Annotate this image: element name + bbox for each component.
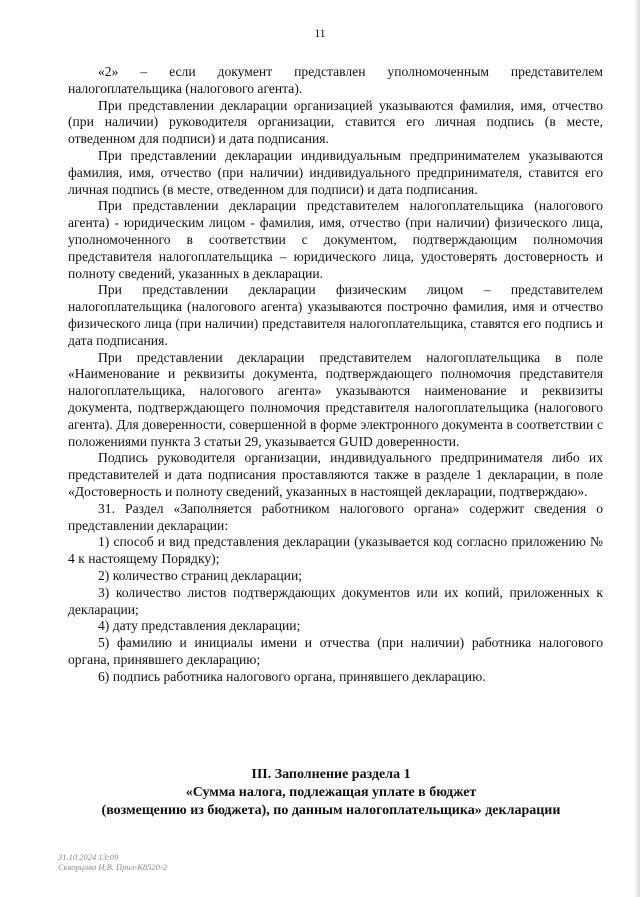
paragraph-item: «2» – если документ представлен уполномоченным представителем налогоплательщика (налогового агента).: [68, 64, 603, 96]
list-item: 6) подпись работника налогового органа, принявшего декларацию.: [98, 668, 486, 684]
list-item: 4) дату представления декларации;: [98, 618, 301, 634]
section-heading: [62, 766, 600, 820]
paragraph-item: 31. Раздел «Заполняется работником налогового органа» содержит сведения о представлении декларации:: [68, 500, 603, 533]
body-text: [68, 64, 603, 685]
footer-timestamp: 31.10.2024 13:09: [58, 852, 119, 862]
paragraph-item: При представлении декларации физическим лицом – представителем налогоплательщика (налогового агента) указываются построчно фамилия, имя и отчество физического лица (при наличии) представителя налогоплательщика, ставятся его подпись и дата подписания.: [68, 282, 603, 348]
list-item: 5) фамилию и инициалы имени и отчества (при наличии) работника налогового органа, принявшего декларацию;: [68, 635, 603, 667]
list-item: 2) количество страниц декларации;: [98, 567, 303, 583]
list-item: 1) способ и вид представления декларации (указывается код согласно приложению № 4 к настоящему Порядку);: [68, 534, 603, 567]
paragraph-item: При представлении декларации представителем налогоплательщика в поле «Наименование и реквизиты документа, подтверждающего полномочия представителя налогоплательщика, налогового агента» указываются наименование и реквизиты документа, подтверждающего полномочия представителя налогоплательщика (налогового агента). Для доверенности, совершенной в форме электронного документа в соответствии с положениями пункта 3 статьи 29, указывается GUID доверенности.: [68, 349, 603, 449]
list-item: 3) количество листов подтверждающих документов или их копий, приложенных к декларации;: [68, 584, 603, 617]
page-number: 11: [314, 28, 326, 40]
paragraph-item: При представлении декларации представителем налогоплательщика (налогового агента) - юридическим лицом - фамилия, имя, отчество (при наличии) физического лица, уполномоченного в соответствии с документом, подтверждающим полномочия представителя налогоплательщика – юридического лица, удостоверять достоверность и полноту сведений, указанных в декларации.: [68, 198, 603, 281]
section-heading-line: «Сумма налога, подлежащая уплате в бюджет: [185, 785, 477, 800]
scan-edge-shadow: [634, 0, 640, 897]
footer-author: Скворцова Н.В. Прил-К8520-2: [58, 862, 167, 872]
section-heading-line: (возмещению из бюджета), по данным налогоплательщика» декларации: [101, 803, 561, 818]
paragraph-item: Подпись руководителя организации, индивидуального предпринимателя либо их представителей и дата подписания проставляются также в разделе 1 декларации, в поле «Достоверность и полноту сведений, указанных в настоящей декларации, подтверждаю».: [68, 450, 603, 499]
footer-stamp: [58, 852, 167, 872]
section-heading-line: III. Заполнение раздела 1: [251, 767, 411, 782]
paragraph-item: При представлении декларации индивидуальным предпринимателем указываются фамилия, имя, отчество (при наличии) индивидуального предпринимателя, ставится его личная подпись (в месте, отведенном для подписи) и дата подписания.: [68, 147, 603, 197]
paragraph-item: При представлении декларации организацией указываются фамилия, имя, отчество (при наличии) руководителя организации, ставится его личная подпись (в месте, отведенном для подписи) и дата подписания.: [68, 97, 603, 147]
